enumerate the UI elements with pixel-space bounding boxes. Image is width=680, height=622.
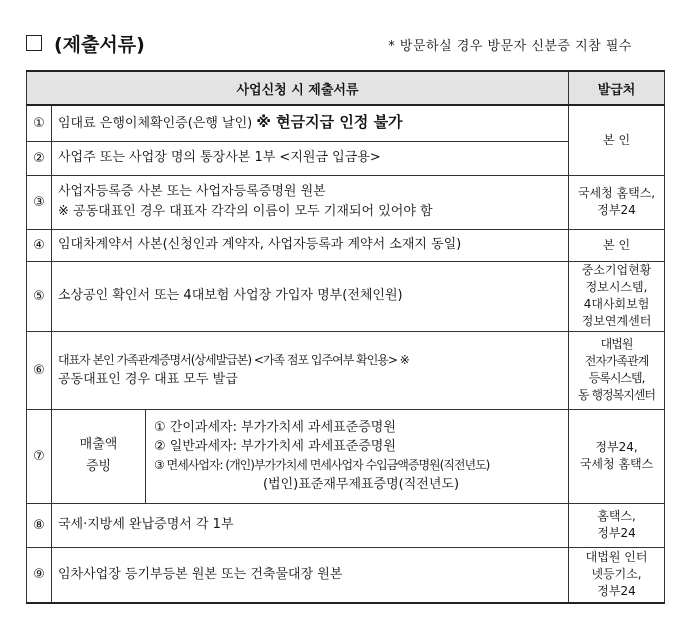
issuer-line: 중소기업현황 (581, 263, 652, 277)
row-number: ⑥ (27, 331, 52, 409)
row-number: ④ (27, 229, 52, 261)
row-text: 소상공인 확인서 또는 4대보험 사업장 가입자 명부(전체인원) (52, 261, 569, 331)
row-issuer (569, 175, 665, 229)
table-header-row (27, 71, 665, 105)
row-number: ⑤ (27, 261, 52, 331)
row-text: 임차사업장 등기부등본 원본 또는 건축물대장 원본 (52, 547, 569, 603)
table-row (27, 409, 665, 503)
table-row (27, 331, 665, 409)
issuer-line: 정보연계센터 (581, 314, 652, 328)
label-line: 증빙 (85, 459, 112, 474)
table-row (27, 261, 665, 331)
row-number: ① (27, 105, 52, 141)
row-text: 임대차계약서 사본(신청인과 계약자, 사업자등록과 계약서 소재지 동일) (52, 229, 569, 261)
taxpayer-type-list (146, 409, 569, 503)
row-issuer (569, 261, 665, 331)
issuer-line: 정부24 (597, 526, 636, 540)
section-title: (제출서류) (54, 34, 145, 56)
issuer-line: 전자가족관계 (584, 354, 649, 368)
table-row (27, 547, 665, 603)
row-number: ② (27, 141, 52, 175)
row-number: ⑧ (27, 503, 52, 547)
row-number: ⑦ (27, 409, 52, 503)
section-header (22, 30, 662, 58)
table-row (27, 503, 665, 547)
row-content (52, 175, 569, 229)
row-number: ⑨ (27, 547, 52, 603)
issuer-line: 넷등기소, (591, 567, 642, 582)
issuer-line: 등록시스템, (588, 371, 645, 385)
row-issuer (569, 547, 665, 603)
checkbox-icon (26, 35, 42, 51)
row-emphasis: ※ 현금지급 인정 불가 (256, 113, 403, 132)
visit-note: * 방문하실 경우 방문자 신분증 지참 필수 (388, 39, 632, 54)
issuer-line: 정부24, (595, 440, 638, 454)
issuer-line: 대법원 인터 (585, 550, 648, 565)
list-item: (법인)표준재무제표증명(직전년도) (262, 477, 460, 492)
table-row (27, 105, 665, 141)
issuer-line: 정부24 (597, 203, 636, 217)
row-text: 임대료 은행이체확인증(은행 날인) (58, 116, 253, 132)
issuer-line: 정부24 (597, 584, 636, 599)
issuer-line: 국세청 홈택스 (579, 457, 654, 471)
row-line: ※ 공동대표인 경우 대표자 각각의 이름이 모두 기재되어 있어야 함 (58, 204, 433, 219)
table-row (27, 229, 665, 261)
list-item: ① 간이과세자: 부가가치세 과세표준증명원 (154, 420, 396, 435)
header-documents: 사업신청 시 제출서류 (27, 71, 569, 105)
list-item: ③ 면세사업자: (개인)부가가치세 면세사업자 수입금액증명원(직전년도) (154, 458, 490, 472)
label-line: 매출액 (79, 437, 118, 452)
issuer-line: 홈택스, (597, 509, 636, 523)
row-content (52, 331, 569, 409)
issuer-line: 동 행정복지센터 (578, 388, 656, 402)
row-issuer: 본 인 (569, 229, 665, 261)
row-text: 사업주 또는 사업장 명의 통장사본 1부 <지원금 입금용> (52, 141, 569, 175)
row-content (52, 105, 569, 141)
row-line: 공동대표인 경우 대표 모두 발급 (58, 372, 238, 387)
row-line: 사업자등록증 사본 또는 사업자등록증명원 원본 (58, 184, 326, 199)
row-text: 국세·지방세 완납증명서 각 1부 (52, 503, 569, 547)
row-number: ③ (27, 175, 52, 229)
row-issuer (569, 409, 665, 503)
list-item: ② 일반과세자: 부가가치세 과세표준증명원 (154, 439, 396, 454)
header-issuer: 발급처 (569, 71, 665, 105)
issuer-line: 대법원 (600, 337, 633, 351)
issuer-line: 정보시스템, (585, 280, 648, 294)
issuer-line: 국세청 홈택스, (577, 186, 656, 200)
row-issuer (569, 331, 665, 409)
revenue-proof-label (52, 409, 146, 503)
row-line: 대표자 본인 가족관계증명서(상세발급본) <가족 점포 입주여부 확인용> ※ (58, 353, 409, 367)
row-issuer: 본 인 (569, 105, 665, 175)
table-row (27, 175, 665, 229)
row-issuer (569, 503, 665, 547)
documents-table (26, 70, 665, 604)
issuer-line: 4대사회보험 (583, 297, 650, 311)
